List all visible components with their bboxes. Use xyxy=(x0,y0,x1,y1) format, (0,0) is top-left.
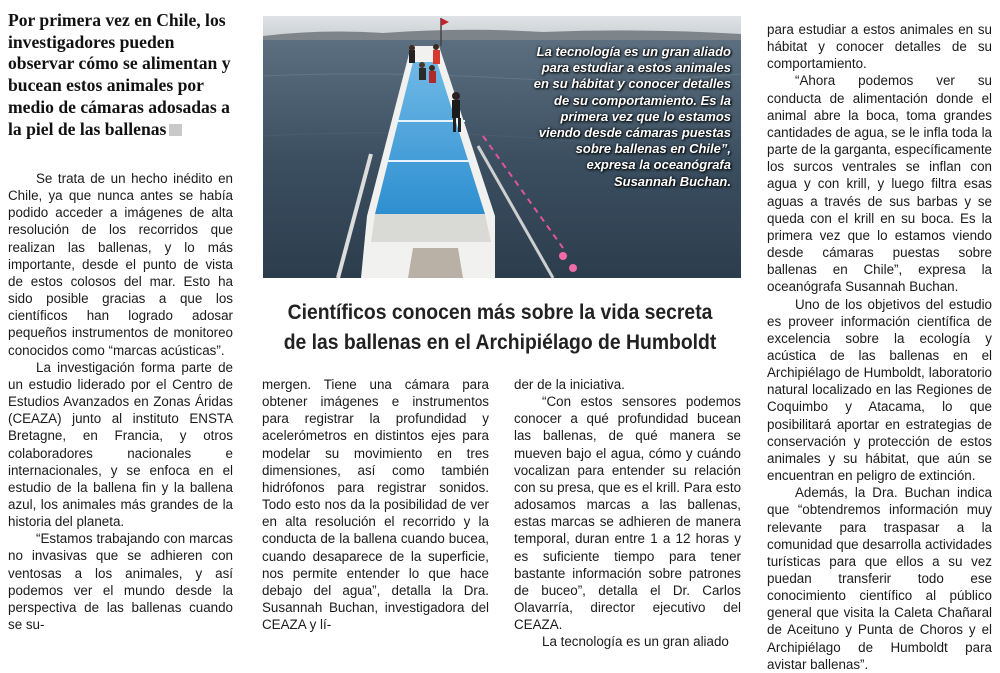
paragraph: “Ahora podemos ver su conducta de alimentación donde el animal abre la boca, toma grandes cantidades de agua, se le infla toda la parte de la garganta, específicamente los surcos ventrales se inflan con agua y con krill, y luego filtra esas aguas a través de sus barbas y se queda con el krill en su boca. Es la primera vez que lo estamos viendo desde cámaras puestas sobre ballenas en Chile”, expresa la oceanógrafa Susannah Buchan. xyxy=(767,73,992,295)
paragraph: Además, la Dra. Buchan indica que “obtendremos información muy relevante para traspasar a la comunidad que desarrolla actividades turísticas para que ellos a su vez puedan transferir todo ese conocimiento científico al público general que visita la Caleta Chañaral de Aceituno y Punta de Choros y el Archipiélago de Humboldt para avistar ballenas”. xyxy=(767,485,992,672)
paragraph: “Estamos trabajando con marcas no invasivas que se adhieren con ventosas a los animales, y así podemos ver el mundo desde la perspectiva de las ballenas cuando se su- xyxy=(8,531,233,633)
text-column-1 xyxy=(8,170,233,633)
paragraph: Se trata de un hecho inédito en Chile, ya que nunca antes se había podido acceder a imágenes de alta resolución de los recorridos que realizan las ballenas, y lo más importante, desde el punto de vista de estos colosos del mar. Esto ha sido posible gracias a que los científicos han logrado adosar pequeños instrumentos de monitoreo conocidos como “marcas acústicas”. xyxy=(8,171,233,358)
paragraph: La investigación forma parte de un estudio liderado por el Centro de Estudios Avanzados en Zonas Áridas (CEAZA) junto al instituto ENSTA Bretagne, en Francia, y otros colaboradores nacionales e internacionales, y se enfoca en el estudio de la ballena fin y la ballena azul, los animales más grandes de la historia del planeta. xyxy=(8,359,233,530)
paragraph: La tecnología es un gran aliado xyxy=(542,634,729,650)
article-kicker xyxy=(8,10,233,140)
photo-caption: La tecnología es un gran aliado para estudiar a estos animales en su hábitat y conocer detalles de su comportamiento. Es la primera vez que lo estamos viendo desde cámaras puestas sobre ballenas en Chile”, expresa la oceanógrafa Susannah Buchan. xyxy=(533,44,731,189)
paragraph: Uno de los objetivos del estudio es proveer información científica de excelencia sobre la ecología y acústica de las ballenas en el Archipiélago de Humboldt, laboratorio natural localizado en las Regiones de Coquimbo y Atacama, lo que posibilitará aportar en estrategias de conservación y protección de estos animales y su hábitat, que aún se encuentran en peligro de extinción. xyxy=(767,296,992,484)
article-photo xyxy=(263,16,741,278)
paragraph: mergen. Tiene una cámara para obtener imágenes e instrumentos para registrar la profundidad y acelerómetros en distintos ejes para modelar su movimiento en tres dimensiones, así como también hidrófonos para registrar sonidos. Todo esto nos da la posibilidad de ver en alta resolución el recorrido y la conducta de la ballena cuando bucea, cuando desaparece de la superficie, nos permite entender lo que hace debajo del agua”, detalla la Dra. Susannah Buchan, investigadora del CEAZA y lí- xyxy=(262,377,489,633)
paragraph: der de la iniciativa. xyxy=(514,377,625,392)
paragraph: “Con estos sensores podemos conocer a qué profundidad bucean las ballenas, de qué manera se mueven bajo el agua, cómo y cuándo vocalizan para entender su relación con su presa, que es el krill. Para esto adosamos marcas a las ballenas, estas marcas se adhieren de manera temporal, duran entre 1 a 12 horas y es suficiente tiempo para tener bastante información sobre patrones de buceo”, detalla el Dr. Carlos Olavarría, director ejecutivo del CEAZA. xyxy=(514,394,742,633)
article-headline: Científicos conocen más sobre la vida secreta de las ballenas en el Archipiélago de Humboldt xyxy=(283,300,717,354)
text-column-4 xyxy=(767,21,992,673)
end-square-mark xyxy=(169,124,182,136)
paragraph: para estudiar a estos animales en su hábitat y conocer detalles de su comportamiento. xyxy=(767,22,992,72)
kicker-text: Por primera vez en Chile, los investigadores pueden observar cómo se alimentan y bucean estos animales por medio de cámaras adosadas a la piel de las ballenas xyxy=(8,10,231,139)
text-column-2 xyxy=(262,376,489,633)
text-column-3 xyxy=(514,376,741,651)
